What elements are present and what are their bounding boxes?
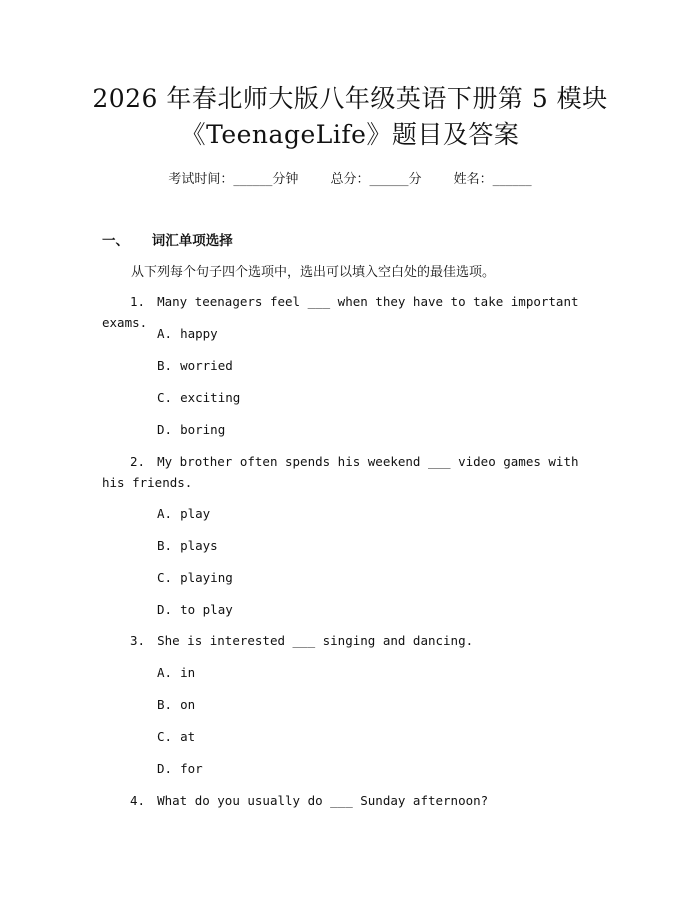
option-text: exciting (180, 390, 241, 405)
option-1b (157, 358, 233, 373)
option-text: play (180, 506, 211, 521)
option-3d (157, 761, 203, 776)
option-1a (157, 326, 218, 341)
option-letter: C. (157, 729, 173, 744)
option-text: worried (180, 358, 233, 373)
option-3c (157, 729, 195, 744)
exam-meta (0, 168, 700, 187)
option-2d (157, 602, 233, 617)
option-text: boring (180, 422, 226, 437)
question-2 (102, 451, 597, 493)
section-number: 一、 (102, 233, 129, 249)
option-text: playing (180, 570, 233, 585)
option-letter: B. (157, 538, 173, 553)
question-3 (102, 630, 597, 651)
option-2c (157, 570, 233, 585)
question-number: 4. (130, 793, 146, 808)
option-letter: A. (157, 665, 173, 680)
section-title: 词汇单项选择 (151, 233, 233, 249)
option-letter: D. (157, 602, 173, 617)
question-text: What do you usually do ___ Sunday afternoon? (157, 793, 489, 808)
option-2b (157, 538, 218, 553)
question-number: 3. (130, 633, 146, 648)
option-text: plays (180, 538, 218, 553)
total-score-field: 总分：______分 (330, 172, 422, 187)
section-instruction: 从下列每个句子四个选项中，选出可以填入空白处的最佳选项。 (131, 265, 496, 280)
option-text: to play (180, 602, 233, 617)
question-number: 2. (130, 454, 146, 469)
option-letter: D. (157, 422, 173, 437)
exam-time-field: 考试时间：______分钟 (168, 172, 299, 187)
option-letter: B. (157, 697, 173, 712)
option-text: on (180, 697, 196, 712)
question-4 (102, 790, 597, 811)
option-1d (157, 422, 225, 437)
option-3a (157, 665, 195, 680)
option-letter: A. (157, 326, 173, 341)
student-name-field: 姓名：______ (453, 172, 532, 187)
question-text: My brother often spends his weekend ___ video games with his friends. (102, 454, 579, 490)
option-text: at (180, 729, 196, 744)
page-title-line-1: 2026 年春北师大版八年级英语下册第 5 模块 (92, 84, 608, 113)
option-text: happy (180, 326, 218, 341)
question-text: Many teenagers feel ___ when they have to take important exams. (102, 294, 579, 330)
page-title-line-2: 《TeenageLife》题目及答案 (180, 120, 520, 149)
option-text: for (180, 761, 203, 776)
option-letter: B. (157, 358, 173, 373)
option-3b (157, 697, 195, 712)
option-2a (157, 506, 210, 521)
question-number: 1. (130, 294, 146, 309)
option-letter: C. (157, 390, 173, 405)
option-letter: A. (157, 506, 173, 521)
question-text: She is interested ___ singing and dancing. (157, 633, 474, 648)
option-1c (157, 390, 240, 405)
option-letter: D. (157, 761, 173, 776)
option-text: in (180, 665, 196, 680)
section-heading (102, 229, 233, 249)
option-letter: C. (157, 570, 173, 585)
